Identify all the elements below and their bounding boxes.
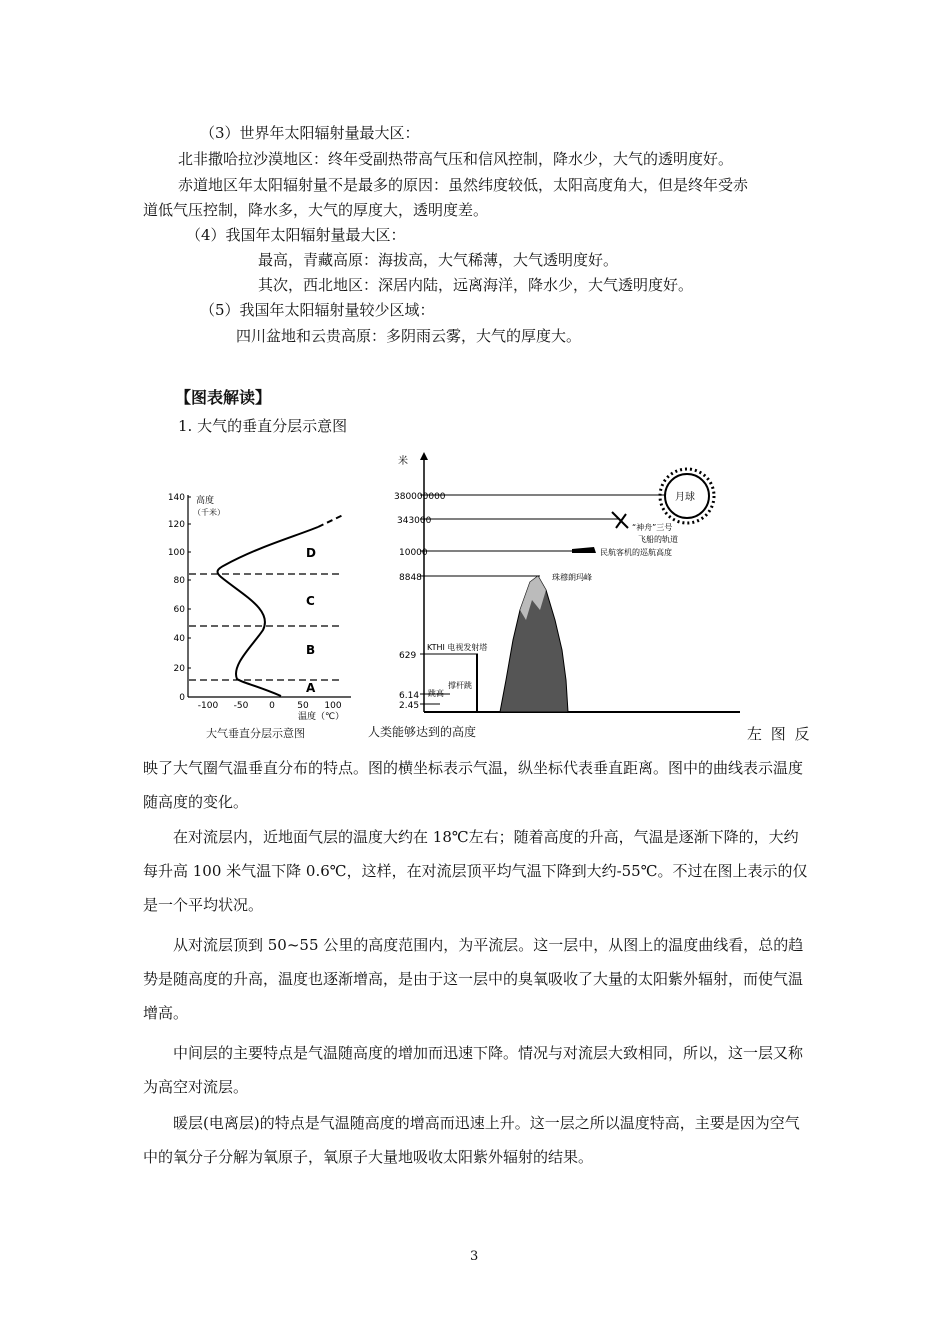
pole-vault-label: 撑杆跳 [448,681,472,690]
shenzhou-label: “神舟”三号 [632,523,673,532]
y-tick: 60 [173,605,185,615]
level-label: 10000 [399,548,428,558]
y-tick: 100 [167,548,185,558]
trail-text: 左 图 反 [747,725,812,743]
level-label: 2.45 [399,701,420,711]
spacecraft-icon [612,512,628,528]
human-heights-figure [380,450,740,735]
y-axis-unit: 米 [398,456,408,467]
y-tick: 0 [179,693,185,703]
x-tick: 100 [324,701,342,711]
section4-heading: （4）我国年太阳辐射量最大区： [186,226,406,244]
temperature-curve-extension [318,515,343,527]
y-tick: 120 [167,520,185,530]
high-jump-label: 跳高 [428,689,444,698]
y-tick: 40 [173,634,185,644]
tower-label: KTHI 电视发射塔 [427,643,488,652]
x-tick: 50 [297,701,309,711]
axis-arrow [420,452,428,460]
y-ticks [168,493,185,703]
paragraph-3: 从对流层顶到 50~55 公里的高度范围内，为平流层。这一层中，从图上的温度曲线看，总的趋势是随高度的升高，温度也逐渐增高，是由于这一层中的臭氧吸收了大量的太阳紫外辐射，而使气温增高。 [143,936,804,1022]
section5-line1: 四川盆地和云贵高原：多阴雨云雾，大气的厚度大。 [236,327,582,345]
section4-line2: 其次，西北地区：深居内陆，远离海洋，降水少，大气透明度好。 [258,276,694,294]
y-tick: 20 [173,664,185,674]
x-tick: -50 [233,701,249,711]
level-label: 343000 [397,516,432,526]
layer-d-label: D [306,546,316,560]
level-label: 380000000 [394,492,446,502]
airplane-icon [572,547,596,553]
section-title: 【图表解读】 [175,388,272,407]
section3-heading: （3）世界年太阳辐射量最大区： [200,124,420,142]
section3-line2a: 赤道地区年太阳辐射量不是最多的原因：虽然纬度较低，太阳高度角大，但是终年受赤 [178,176,749,194]
temperature-curve [218,527,318,696]
shenzhou-label-2: 飞船的轨道 [638,535,678,544]
paragraph-2: 在对流层内，近地面气层的温度大约在 18℃左右；随着高度的升高，气温是逐渐下降的，大约每升高 100 米气温下降 0.6℃，这样，在对流层顶平均气温下降到大约-55℃。不过在图上表示的仅是一个平均状况。 [143,828,808,914]
x-tick: 0 [269,701,275,711]
paragraph-5: 暖层(电离层)的特点是气温随高度的增高而迅速上升。这一层之所以温度特高，主要是因为空气中的氧分子分解为氧原子，氧原子大量地吸收太阳紫外辐射的结果。 [143,1114,800,1166]
layer-a-label: A [306,681,316,695]
section5-heading: （5）我国年太阳辐射量较少区域： [200,301,435,319]
y-tick: 140 [167,493,185,503]
section3-line1: 北非撒哈拉沙漠地区：终年受副热带高气压和信风控制，降水少，大气的透明度好。 [178,150,734,168]
level-label: 6.14 [399,691,420,701]
layer-c-label: C [306,594,315,608]
paragraph-4: 中间层的主要特点是气温随高度的增加而迅速下降。情况与对流层大致相同，所以，这一层又称为高空对流层。 [143,1044,804,1096]
y-axis-unit: （千米） [193,508,225,517]
plane-label: 民航客机的巡航高度 [600,548,672,557]
y-axis-title: 高度 [196,496,215,506]
section3-line2b: 道低气压控制，降水多，大气的厚度大，透明度差。 [143,201,489,219]
left-figure-caption: 大气垂直分层示意图 [206,727,305,740]
section4-line1: 最高，青藏高原：海拔高，大气稀薄，大气透明度好。 [258,251,619,269]
x-axis-title: 温度（℃） [298,712,345,722]
everest-label: 珠穆朗玛峰 [552,573,592,582]
level-label: 8848 [399,573,422,583]
y-tick: 80 [173,576,185,586]
moon-label: 月球 [675,492,695,503]
atmosphere-layers-figure [163,485,363,745]
page-number: 3 [470,1249,479,1264]
layer-b-label: B [306,643,316,657]
level-label: 629 [399,651,417,661]
paragraph-1: 映了大气圈气温垂直分布的特点。图的横坐标表示气温，纵坐标代表垂直距离。图中的曲线表示温度随高度的变化。 [143,759,804,811]
figure-item-title: 1. 大气的垂直分层示意图 [178,417,348,435]
x-tick: -100 [197,701,219,711]
right-figure-caption: 人类能够达到的高度 [368,725,477,739]
